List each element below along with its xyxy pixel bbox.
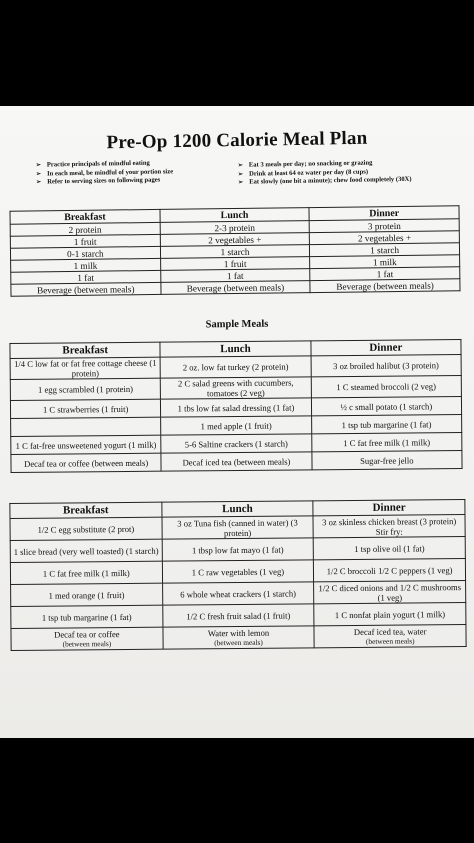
cell-text: 1 milk [73,260,98,271]
table-cell [11,627,163,650]
table-cell [10,561,162,584]
table-cell [311,355,462,377]
table-cell [312,451,462,470]
cell-text: Beverage (between meals) [186,281,285,294]
table-cell [161,416,311,435]
table-cell [161,452,311,471]
column-header: Dinner [309,206,459,221]
guidelines-right [238,158,448,187]
table-cell [314,581,466,604]
cell-text: 1 med apple (1 fruit) [200,420,272,431]
table-cell [10,539,162,562]
table-cell [162,538,314,561]
cell-text: Decaf iced tea, water [353,625,427,637]
cell-text: 2 vegetables + [357,232,412,243]
cell-text: 1/2 C egg substitute (2 prot) [37,523,135,535]
cell-text: 1 tsp olive oil (1 fat) [354,542,425,554]
page-title: Pre-Op 1200 Calorie Meal Plan [106,127,368,154]
cell-text: 1 tsp tub margarine (1 fat) [341,418,432,430]
cell-text: Decaf tea or coffee (between meals) [24,457,149,469]
column-header: Breakfast [10,209,160,224]
arrow-bullet-icon: ➢ [35,171,42,178]
table-cell [311,397,461,416]
column-header: Dinner [311,340,461,356]
cell-text: 6 whole wheat crackers (1 starch) [180,587,297,600]
column-header: Dinner [313,500,465,516]
cell-text: Decaf iced tea (between meals) [182,456,291,467]
table-cell [11,417,161,436]
table-cell [11,282,161,296]
table-cell [10,399,160,418]
sample-meals-table-1 [9,339,462,473]
cell-text: 1 slice bread (very well toasted) (1 starch) [13,545,159,557]
cell-text: 1 C nonfat plain yogurt (1 milk) [334,608,446,620]
arrow-bullet-icon: ➢ [237,171,244,178]
table-cell [11,453,161,472]
guideline-item: ➢ Eat slowly (one bit a minute); chew food completely (30X) [238,175,412,187]
column-header: Lunch [160,208,310,223]
guideline-item: ➢ Refer to serving sizes on following pages [36,176,161,186]
table-cell [10,517,162,540]
cell-text: 1 egg scrambled (1 protein) [37,383,134,395]
cell-text: 1 milk [372,256,397,267]
cell-text: 1 fat [226,270,244,281]
cell-text: 1 tbsp low fat mayo (1 fat) [191,544,284,555]
cell-text: 0-1 starch [67,248,104,259]
guideline-item: ➢ Drink at least 64 oz water per day (8 cups) [237,168,369,178]
table-cell [161,398,311,417]
table-cell [162,516,314,539]
column-header: Breakfast [10,502,162,518]
cell-text: 2 C salad greens with cucumbers, tomatoes (2 veg) [177,377,294,399]
table-cell [10,378,161,400]
table-row [11,451,462,473]
cell-text: 1 C fat free milk (1 milk) [343,436,431,448]
arrow-bullet-icon: ➢ [35,162,41,169]
table-cell [10,357,161,379]
cell-text: 1 tsp tub margarine (1 fat) [41,611,132,623]
cell-text: 2-3 protein [214,222,256,233]
cell-text: 1 C strawberries (1 fruit) [42,403,129,415]
cell-text: Sugar-free jello [359,454,414,466]
cell-text: 1 C steamed broccoli (2 veg) [336,381,436,393]
sample-meals-heading: Sample Meals [205,318,269,331]
cell-text: 1 starch [370,244,400,255]
column-header: Lunch [160,341,310,357]
sample-meals-table-2 [9,499,466,651]
table-cell [162,560,314,583]
arrow-bullet-icon: ➢ [237,162,243,169]
table-cell [11,605,163,628]
arrow-bullet-icon: ➢ [238,179,244,187]
cell-text: 1 C fat-free unsweetened yogurt (1 milk) [15,439,157,451]
cell-text: 1/2 C broccoli 1/2 C peppers (1 veg) [326,564,453,576]
cell-text: 1 fat [77,272,94,283]
guideline-item: ➢ In each meal, be mindful of your portion size [35,167,174,178]
guideline-item: ➢ Practice principals of mindful eating [35,159,150,169]
cell-text: 2 oz. low fat turkey (2 protein) [182,361,289,373]
cell-text: 1/2 C fresh fruit salad (1 fruit) [186,610,291,621]
cell-text: 3 oz Tuna fish (canned in water) (3 protein) [177,516,298,538]
cell-text: Decaf tea or coffee [54,628,120,640]
table-cell [160,356,311,378]
portion-plan-table [9,205,460,296]
cell-text: 1/4 C low fat or fat free cottage cheese (1 protein) [14,357,157,379]
table-cell [162,604,314,627]
table-cell [161,434,311,453]
cell-text: 1 fat [376,268,394,279]
table-cell [313,515,465,538]
cell-text: ½ c small potato (1 starch) [340,400,433,412]
table-cell [311,433,461,452]
table-cell [11,583,163,606]
meal-plan-sheet [0,106,474,738]
cell-text: 1 starch [220,246,250,257]
column-header: Breakfast [10,342,160,358]
cell-text: 2 protein [68,224,102,235]
table-cell [311,415,461,434]
cell-text: 1 C raw vegetables (1 veg) [191,566,285,577]
guidelines-left [36,158,226,187]
cell-note: (between meals) [62,638,112,649]
cell-text: 1 fruit [223,258,247,269]
cell-text: 1 tbs low fat salad dressing (1 fat) [177,401,295,414]
cell-text: Beverage (between meals) [336,280,434,292]
table-cell [311,376,462,398]
cell-text: Beverage (between meals) [36,283,135,295]
cell-text: 2 vegetables + [208,234,262,245]
arrow-bullet-icon: ➢ [36,179,42,186]
table-cell [163,626,315,649]
column-header: Lunch [162,501,314,517]
table-cell [310,279,460,293]
table-row [11,625,466,651]
cell-text [13,426,158,427]
table-cell [161,377,312,399]
table-cell [314,603,466,626]
cell-text: 1/2 C diced onions and 1/2 C mushrooms (1 veg) [318,581,462,603]
guideline-item: ➢ Eat 3 meals per day; no snacking or grazing [237,159,373,169]
table-cell [161,281,311,295]
cell-text: 1 med orange (1 fruit) [48,589,125,601]
table-cell [162,582,314,605]
cell-text: Water with lemon [207,627,270,638]
table-cell [11,435,161,454]
cell-note: (between meals) [214,637,263,647]
cell-text: 3 protein [367,220,401,231]
cell-text: 1 C fat free milk (1 milk) [42,567,130,579]
table-cell [314,559,466,582]
cell-text: 1 fruit [73,236,97,247]
cell-text: 5-6 Saltine crackers (1 starch) [184,438,288,449]
cell-text: 3 oz broiled halibut (3 protein) [333,360,439,372]
cell-text: 3 oz skinless chicken breast (3 protein) Stir fry: [322,515,457,537]
table-cell [314,625,466,648]
cell-note: (between meals) [365,635,415,646]
table-cell [313,537,465,560]
